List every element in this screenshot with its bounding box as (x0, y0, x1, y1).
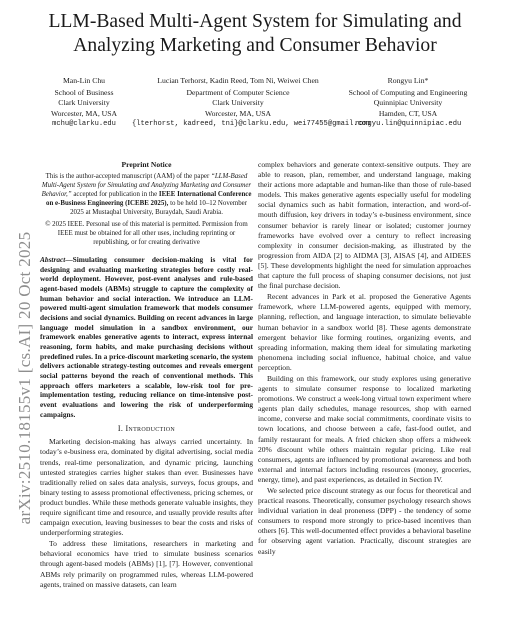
author-name: Rongyu Lin* (387, 76, 429, 85)
author-block-3 (344, 76, 472, 130)
preprint-line-a: This is the author-accepted manuscript (AAM) of the paper (45, 173, 210, 181)
abstract-label: Abstract (40, 255, 66, 265)
preprint-line-b: “LLM-Based Multi-Agent System for Simulating and Analyzing Marketing and Consumer Behavior,” (41, 173, 252, 199)
abstract-text: —Simulating consumer decision-making is vital for designing and evaluating marketing strategies before costly real-world deployment. However, post-event analyses and rule-based agent-based models (ABMs) struggle to capture the complexity of human behavior and social interaction. We introduce an LLM-powered multi-agent simulation framework that models consumer decisions and social dynamics. Building on recent advances in large language model simulation in a sandbox environment, our framework enables generative agents to interact, express internal reasoning, form habits, and make purchasing decisions without predefined rules. In a price-discount marketing scenario, the system delivers actionable strategy-testing outcomes and reveals emergent social patterns beyond the reach of conventional methods. This approach offers marketers a scalable, low-risk tool for pre-implementation testing, reducing reliance on time-intensive post-event evaluations and lowering the risk of underperforming campaigns. (40, 255, 253, 419)
abstract (40, 255, 253, 419)
author-email: mchu@clarku.edu (52, 120, 116, 129)
author-email: {lterhorst, kadreed, tni}@clarku.edu, wei77455@gmail.com (132, 120, 371, 129)
left-column (40, 160, 253, 590)
author-institution: Quinnipiac University (373, 98, 443, 108)
preprint-line-e: to be held 10–12 November 2025 at Mustaqbal University, Buraydah, Saudi Arabia. (70, 200, 247, 217)
arxiv-identifier (14, 178, 36, 578)
preprint-line-d: IEEE International Conference on e-Business Engineering (ICEBE 2025), (46, 191, 252, 208)
author-location: Worcester, MA, USA (50, 108, 118, 118)
author-block-1 (38, 76, 130, 130)
author-affiliation: Department of Computer Science (186, 87, 290, 97)
body-paragraph: We selected price discount strategy as our focus for theoretical and practical reasons. Theoretically, consumer psychology research shows individual variation in deal proneness (DPP) - the tendency of some consumers to respond more strongly to price-based incentives than others [6]. This well-documented effect provides a behavioral baseline for observing agent variation. Practically, discount strategies are easily (258, 486, 471, 556)
author-block-2 (132, 76, 371, 130)
body-paragraph: Building on this framework, our study explores using generative agents to simulate consumer response to localized marketing promotions. We construct a week-long virtual town experiment where agents plan daily schedules, manage resources, shop with earned income, converse and make social commitments, coordinate visits to town locations, and choose between a cafe, fast-food outlet, and family restaurant for meals. A fried chicken shop offers a midweek 20% discount while others maintain regular pricing. Like real consumers, agents are influenced by promotional awareness and both external and internal factors including resources (money, groceries, energy, time), and past experiences, as detailed in Section IV. (258, 373, 471, 484)
preprint-notice-heading: Preprint Notice (121, 160, 172, 169)
author-location: Worcester, MA, USA (204, 108, 272, 118)
intro-paragraph: Marketing decision-making has always carried uncertainty. In today’s e-business era, dominated by digital advertising, social media trends, real-time personalization, and dynamic pricing, launching untested strategies carries higher stakes than ever. Businesses have traditionally relied on sales data analysis, surveys, focus groups, and binary testing to assess promotional effectiveness, pricing schemes, or product bundles. While these methods generate valuable insights, they require significant time and resource, and usually provide results after campaign execution, leaving businesses to bear the costs and risks of underperforming strategies. (40, 437, 253, 538)
arxiv-identifier-text: arXiv:2510.18155v1 [cs.AI] 20 Oct 2025 (15, 231, 34, 525)
section-heading-introduction: I. Introduction (117, 424, 176, 434)
intro-paragraph: To address these limitations, researchers in marketing and behavioral economics have tried to simulate business scenarios through agent-based models (ABMs) [1], [7]. However, conventional ABMs rely primarily on programmed rules, whereas LLM-powered agents, trained on massive datasets, can learn (40, 539, 253, 589)
author-name: Lucian Terhorst, Kadin Reed, Tom Ni, Weiwei Chen (157, 76, 319, 85)
paper-title (20, 10, 490, 58)
author-email: rongyu.lin@quinnipiac.edu (354, 120, 462, 129)
body-paragraph: Recent advances in Park et al. proposed the Generative Agents framework, where LLM-powered agents, equipped with memory, planning, reflection, and language interaction, to simulate believable human behavior in a sandbox world [8]. These agents demonstrate emergent behavior like forming routines, organizing events, and spreading information, making them ideal for simulating marketing phenomena including social influence, habitual choice, and value perception. (258, 292, 471, 372)
title-line-2: Analyzing Marketing and Consumer Behavior (73, 35, 437, 56)
author-institution: Clark University (212, 98, 264, 108)
copyright-notice: © 2025 IEEE. Personal use of this material is permitted. Permission from IEEE must be obtained for all other uses, including reprinting or republishing, or for creating derivative (45, 221, 248, 247)
author-location: Hamden, CT, USA (378, 108, 438, 118)
author-name: Man-Lin Chu (62, 76, 106, 85)
title-line-1: LLM-Based Multi-Agent System for Simulating and (48, 11, 462, 32)
author-affiliation: School of Business (54, 87, 114, 97)
body-paragraph: complex behaviors and generate context-sensitive outputs. They are able to reason, plan, remember, and understand language, making their actions more adaptable and human-like than those of rule-based models. This makes generative agents especially useful for modeling social dynamics such as habit formation, interaction, and word-of-mouth diffusion, key drivers in today’s e-business environment, since consumer behavior is rarely linear or isolated; customer journey frameworks have evolved over a century to reflect increasing complexity in consumer decision-making, as illustrated by the progression from AIDA [2] to AIDMA [3], AISAS [4], and AIDEES [5]. These developments highlight the need for simulation approaches that capture the full process of shaping consumer decisions, not just the final purchase decision. (258, 160, 471, 291)
author-institution: Clark University (58, 98, 110, 108)
right-column (258, 160, 471, 557)
author-affiliation: School of Computing and Engineering (348, 87, 468, 97)
preprint-notice (40, 172, 253, 217)
preprint-line-c: accepted for publication in the (73, 191, 158, 199)
